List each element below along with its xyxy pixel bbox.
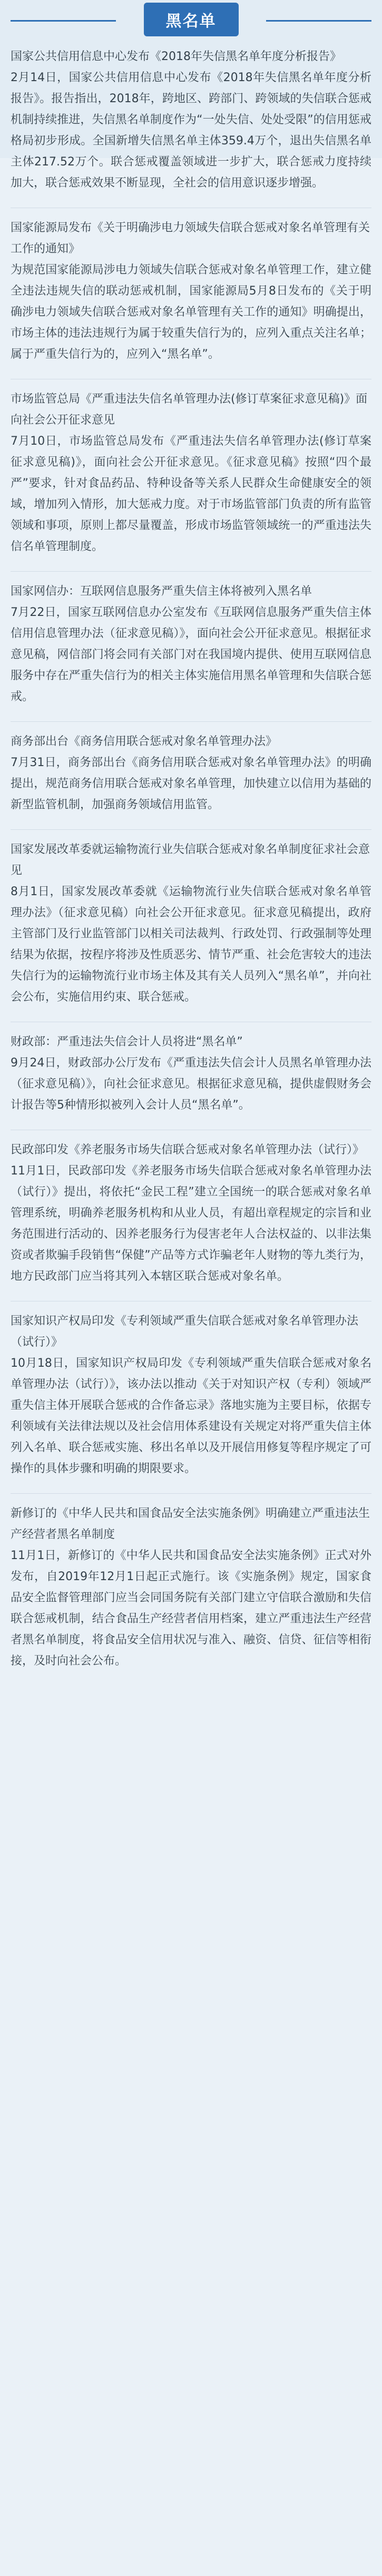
news-item-title: 新修订的《中华人民共和国食品安全法实施条例》明确建立严重违法生产经营者黑名单制度 xyxy=(11,1507,370,1541)
news-item xyxy=(11,218,371,365)
news-item-title: 市场监管总局《严重违法失信名单管理办法(修订草案征求意见稿)》面向社会公开征求意见 xyxy=(11,393,368,427)
news-item-title: 民政部印发《养老服务市场失信联合惩戒对象名单管理办法（试行）》 xyxy=(11,1143,365,1157)
divider xyxy=(11,721,371,722)
news-item-body: 7月31日，商务部出台《商务信用联合惩戒对象名单管理办法》的明确提出，规范商务信用联合惩戒对象名单管理，加快建立以信用为基础的新型监管机制，加强商务领域信用监管。 xyxy=(11,756,371,811)
news-item xyxy=(11,731,371,816)
news-item-body: 8月1日，国家发展改革委就《运输物流行业失信联合惩戒对象名单管理办法》（征求意见稿）向社会公开征求意见。征求意见稿提出，政府主管部门及行业监管部门以相关司法裁判、行政处罚、行政强制等处理结果为依据，按程序将涉及性质恶劣、情节严重、社会危害较大的违法失信行为的运输物流行业市场主体及其有关人员列入“黑名单”，并向社会公布，实施信用约束、联合惩戒。 xyxy=(11,885,371,1004)
page-title-badge xyxy=(144,3,239,36)
divider xyxy=(11,571,371,572)
divider xyxy=(11,829,371,830)
news-item xyxy=(11,1311,371,1480)
news-item-title: 国家能源局发布《关于明确涉电力领域失信联合惩戒对象名单管理有关工作的通知》 xyxy=(11,221,370,256)
news-item xyxy=(11,839,371,1008)
news-item-body: 2月14日，国家公共信用信息中心发布《2018年失信黑名单年度分析报告》。报告指出，2018年，跨地区、跨部门、跨领域的失信联合惩戒机制持续推进，失信黑名单制度作为“一处失信、处处受限”的信用惩戒格局初步形成。全国新增失信黑名单主体359.4万个，退出失信黑名单主体217.52万个。联合惩戒覆盖领域进一步扩大，联合惩戒力度持续加大，联合惩戒效果不断显现，全社会的信用意识逐步增强。 xyxy=(11,71,371,190)
news-item-title: 商务部出台《商务信用联合惩戒对象名单管理办法》 xyxy=(11,735,278,748)
news-item-body: 9月24日，财政部办公厅发布《严重违法失信会计人员黑名单管理办法（征求意见稿）》，向社会征求意见。根据征求意见稿，提供虚假财务会计报告等5种情形拟被列入会计人员“黑名单”。 xyxy=(11,1056,371,1112)
news-item-body: 10月18日，国家知识产权局印发《专利领域严重失信联合惩戒对象名单管理办法（试行）》，该办法以推动《关于对知识产权（专利）领域严重失信主体开展联合惩戒的合作备忘录》落地实施为主要目标，依据专利领域有关法律法规以及社会信用体系建设有关规定对将严重失信主体列入名单、联合惩戒实施、移出名单以及开展信用修复等程序规定了可操作的具体步骤和明确的期限要求。 xyxy=(11,1357,371,1475)
page-title: 黑名单 xyxy=(165,12,217,31)
news-item-body: 为规范国家能源局涉电力领域失信联合惩戒对象名单管理工作，建立健全违法违规失信的联动惩戒机制，国家能源局5月8日发布的《关于明确涉电力领域失信联合惩戒对象名单管理有关工作的通知》明确提出，市场主体的违法违规行为属于较重失信行为的，应列入重点关注名单；属于严重失信行为的，应列入“黑名单”。 xyxy=(11,263,371,361)
content xyxy=(0,36,382,1688)
news-item xyxy=(11,1503,371,1672)
news-item xyxy=(11,1032,371,1116)
divider xyxy=(11,1493,371,1494)
news-item-title: 国家发展改革委就运输物流行业失信联合惩戒对象名单制度征求社会意见 xyxy=(11,843,370,877)
news-item-title: 财政部：严重违法失信会计人员将进“黑名单” xyxy=(11,1035,243,1049)
news-item xyxy=(11,389,371,557)
header xyxy=(0,0,382,36)
news-item-title: 国家网信办：互联网信息服务严重失信主体将被列入黑名单 xyxy=(11,585,312,598)
news-item-body: 7月10日，市场监管总局发布《严重违法失信名单管理办法(修订草案征求意见稿)》，面向社会公开征求意见。《征求意见稿》按照“四个最严”要求，针对食品药品、特种设备等关系人民群众生命健康安全的领域，增加列入情形，加大惩戒力度。对于市场监管部门负责的所有监管领域和事项，原则上都尽量覆盖，形成市场监管领域统一的严重违法失信名单管理制度。 xyxy=(11,435,371,553)
news-item xyxy=(11,1140,371,1287)
news-item-body: 11月1日，新修订的《中华人民共和国食品安全法实施条例》正式对外发布，自2019年12月1日起正式施行。该《实施条例》规定，国家食品安全监督管理部门应当会同国务院有关部门建立守信联合激励和失信联合惩戒机制，结合食品生产经营者信用档案，建立严重违法生产经营者黑名单制度，将食品安全信用状况与准入、融资、信贷、征信等相衔接，及时向社会公布。 xyxy=(11,1549,371,1668)
news-item xyxy=(11,581,371,708)
news-item-body: 11月1日，民政部印发《养老服务市场失信联合惩戒对象名单管理办法（试行）》提出，将依托“金民工程”建立全国统一的联合惩戒对象名单管理系统，明确养老服务机构和从业人员，有超出章程规定的宗旨和业务范围进行活动的、因养老服务行为侵害老年人合法权益的、以非法集资或者欺骗手段销售“保健”产品等方式诈骗老年人财物的等九类行为，地方民政部门应当将其列入本辖区联合惩戒对象名单。 xyxy=(11,1164,371,1283)
news-item-title: 国家公共信用信息中心发布《2018年失信黑名单年度分析报告》 xyxy=(11,50,341,63)
news-item xyxy=(11,46,371,194)
news-item-body: 7月22日，国家互联网信息办公室发布《互联网信息服务严重失信主体信用信息管理办法（征求意见稿）》，面向社会公开征求意见。根据征求意见稿，网信部门将会同有关部门对在我国境内提供、使用互联网信息服务中存在严重失信行为的相关主体实施信用黑名单管理和失信联合惩戒。 xyxy=(11,606,371,703)
news-item-title: 国家知识产权局印发《专利领域严重失信联合惩戒对象名单管理办法（试行）》 xyxy=(11,1315,359,1349)
